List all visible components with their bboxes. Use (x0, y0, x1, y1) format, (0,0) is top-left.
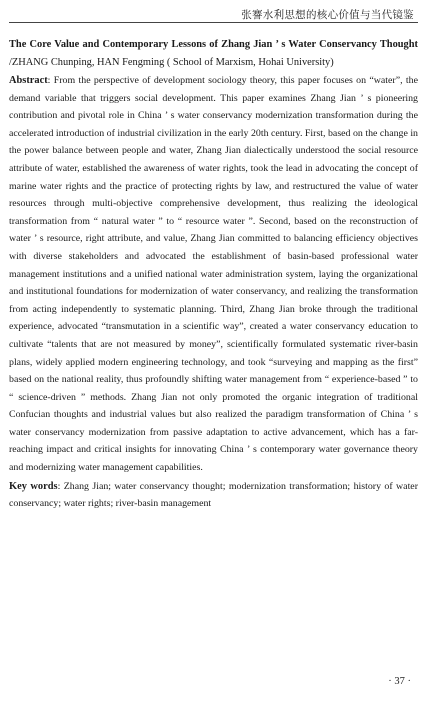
article-content (9, 36, 418, 513)
keywords-separator: : (57, 480, 64, 492)
article-heading (9, 36, 418, 72)
abstract-label: Abstract (9, 75, 48, 86)
running-header: 张謇水利思想的核心价值与当代镜鉴 (241, 10, 414, 21)
article-title: The Core Value and Contemporary Lessons of Zhang Jian ’ s Water Conservancy Thought (9, 39, 418, 50)
keywords-label: Key words (9, 480, 58, 492)
abstract-text: From the perspective of development sociology theory, this paper focuses on “water”, the demand variable that triggers social development. This paper examines Zhang Jian ’ s pioneering contribution and pivotal role in China ’ s water conservancy modernization transformation during the accelerated introduction of industrial civilization in the early 20th century. First, based on the change in the power balance between people and water, Zhang Jian dialectically understood the social resource attribute of water, established the awareness of water rights, took the lead in advocating the concept of marine water rights and the practice of protecting rights by law, and restructured the value of water resources through multi-objective comprehensive development, thus realizing the ideological transformation from “ natural water ” to “ resource water ”. Second, based on the reconstruction of water ’ s resource, right attribute, and value, Zhang Jian committed to balancing efficiency objectives with diverse stakeholders and advocated the establishment of basin-based professional water management institutions and a unified national water administration system, laying the organizational and institutional foundations for modernization of water conservancy, and realizing the transformation from acting independently to systematic planning. Third, Zhang Jian broke through the traditional experience, advocated “transmutation in a scientific way”, created a water conservancy education to cultivate “talents that are not measured by money”, scientifically formulated systematic river-basin plans, widely applied modern engineering technology, and took “surveying and mapping as the first” based on the national reality, thus profoundly shifting water management from “ experience-based ” to “ science-driven ” methods. Zhang Jian not only promoted the organic integration of traditional Confucian thoughts and industrial values but also realized the paradigm transformation of China ’ s water conservancy modernization from passive adaptation to active advancement, which has a far-reaching impact and critical insights for innovating China ’ s contemporary water governance theory and modernizing water management capabilities. (9, 75, 418, 474)
abstract-paragraph (9, 72, 418, 477)
keywords-text: Zhang Jian; water conservancy thought; modernization transformation; history of water conservancy; water rights; river-basin management (9, 480, 418, 510)
article-authors: /ZHANG Chunping, HAN Fengming ( School of Marxism, Hohai University) (9, 57, 334, 68)
abstract-separator: : (47, 75, 54, 86)
keywords-paragraph (9, 478, 418, 513)
page-number: · 37 · (388, 676, 411, 687)
header-divider (9, 22, 418, 23)
